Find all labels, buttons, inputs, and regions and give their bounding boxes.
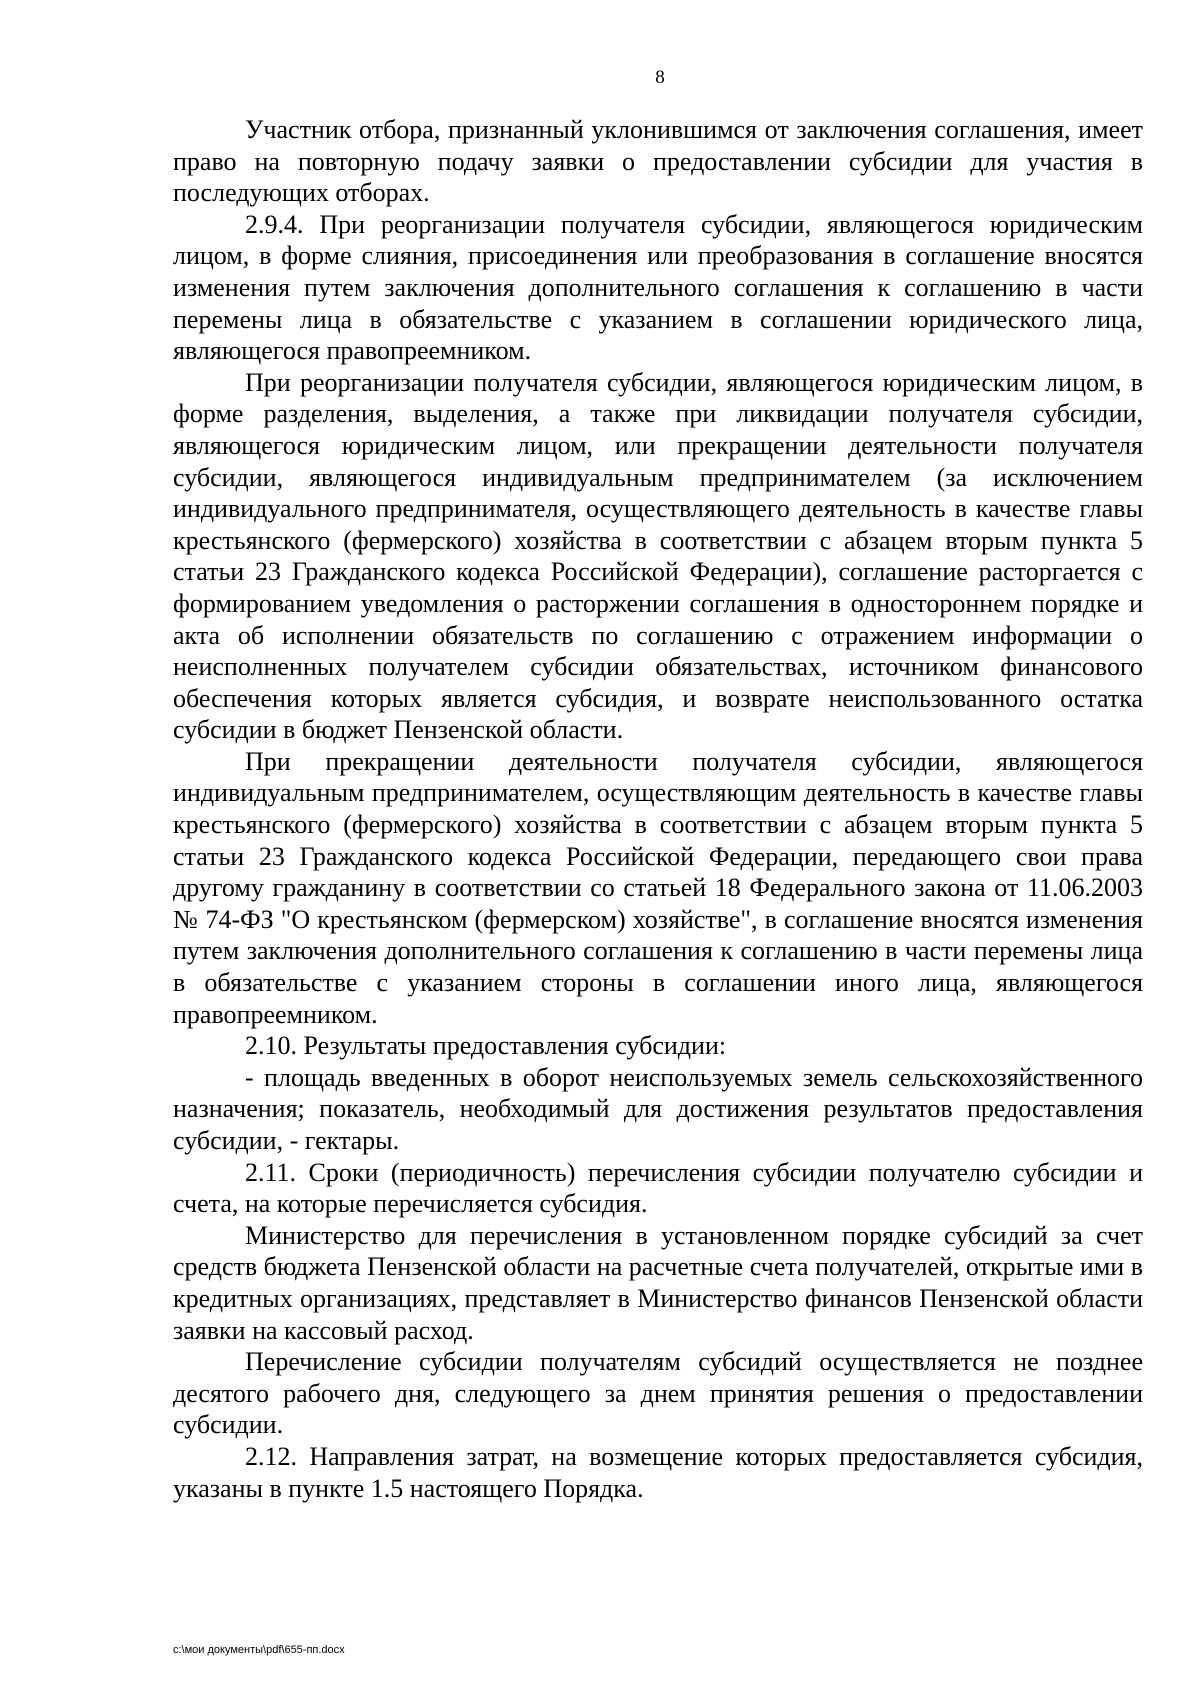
footer-file-path: c:\мои документы\pdf\655-пп.docx	[173, 1644, 345, 1656]
page-number: 8	[655, 67, 665, 88]
paragraph-transfer-deadline: Перечисление субсидии получателям субсидий осуществляется не позднее десятого рабочего дня, следующего за днем принятия решения о предоставлении субсидии.	[173, 1347, 1143, 1440]
document-body	[173, 114, 1143, 1504]
paragraph-2-12: 2.12. Направления затрат, на возмещение которых предоставляется субсидия, указаны в пункте 1.5 настоящего Порядка.	[173, 1441, 1143, 1503]
paragraph-2-11: 2.11. Сроки (периодичность) перечисления субсидии получателю субсидии и счета, на которые перечисляется субсидия.	[173, 1157, 1143, 1219]
paragraph-evasion: Участник отбора, признанный уклонившимся от заключения соглашения, имеет право на повторную подачу заявки о предоставлении субсидии для участия в последующих отборах.	[173, 115, 1143, 208]
paragraph-termination: При прекращении деятельности получателя субсидии, являющегося индивидуальным предпринимателем, осуществляющим деятельность в качестве главы крестьянского (фермерского) хозяйства в соответствии с абзацем вторым пункта 5 статьи 23 Гражданского кодекса Российской Федерации, передающего свои права другому гражданину в соответствии со статьей 18 Федерального закона от 11.06.2003 № 74-ФЗ "О крестьянском (фермерском) хозяйстве", в соглашение вносятся изменения путем заключения дополнительного соглашения к соглашению в части перемены лица в обязательстве с указанием стороны в соглашении иного лица, являющегося правопреемником.	[173, 746, 1143, 1029]
paragraph-ministry: Министерство для перечисления в установленном порядке субсидий за счет средств бюджета Пензенской области на расчетные счета получателей, открытые ими в кредитных организациях, представляет в Министерство финансов Пензенской области заявки на кассовый расход.	[173, 1220, 1143, 1345]
paragraph-reorganization: При реорганизации получателя субсидии, являющегося юридическим лицом, в форме разделения, выделения, а также при ликвидации получателя субсидии, являющегося юридическим лицом, или прекращении деятельности получателя субсидии, являющегося индивидуальным предпринимателем (за исключением индивидуального предпринимателя, осуществляющего деятельность в качестве главы крестьянского (фермерского) хозяйства в соответствии с абзацем вторым пункта 5 статьи 23 Гражданского кодекса Российской Федерации), соглашение расторгается с формированием уведомления о расторжении соглашения в одностороннем порядке и акта об исполнении обязательств по соглашению с отражением информации о неисполненных получателем субсидии обязательствах, источником финансового обеспечения которых является субсидия, и возврате неиспользованного остатка субсидии в бюджет Пензенской области.	[173, 367, 1143, 745]
paragraph-result-indicator: - площадь введенных в оборот неиспользуемых земель сельскохозяйственного назначения; показатель, необходимый для достижения результатов предоставления субсидии, - гектары.	[173, 1062, 1143, 1155]
paragraph-2-9-4: 2.9.4. При реорганизации получателя субсидии, являющегося юридическим лицом, в форме слияния, присоединения или преобразования в соглашение вносятся изменения путем заключения дополнительного соглашения к соглашению в части перемены лица в обязательстве с указанием в соглашении юридического лица, являющегося правопреемником.	[173, 209, 1143, 366]
paragraph-2-10: 2.10. Результаты предоставления субсидии:	[245, 1031, 727, 1061]
